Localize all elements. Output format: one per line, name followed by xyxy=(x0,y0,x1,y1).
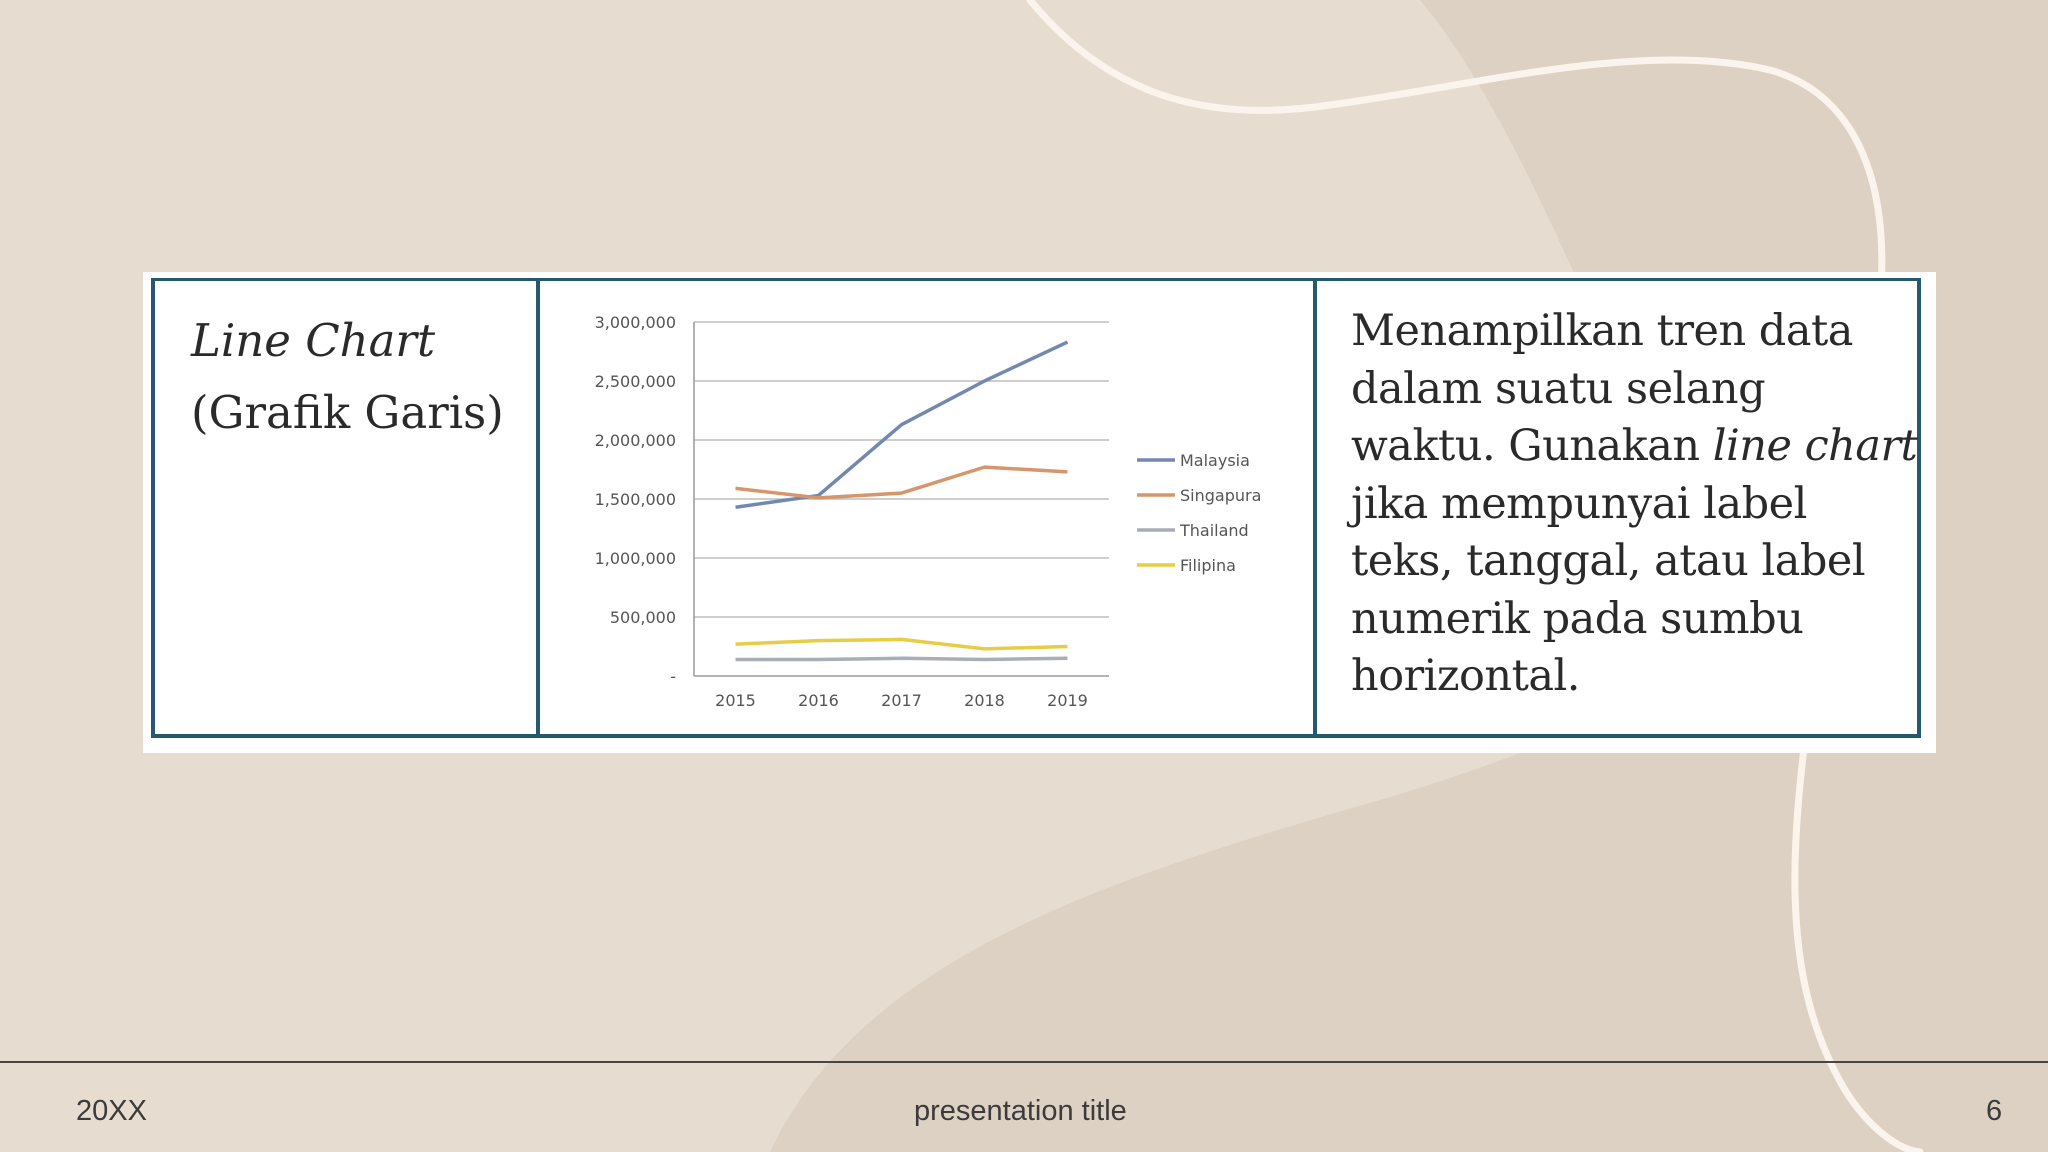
y-tick-label: 1,500,000 xyxy=(594,490,676,509)
series-line-singapura xyxy=(736,467,1068,498)
term-translation: (Grafik Garis) xyxy=(191,386,504,439)
x-tick-label: 2017 xyxy=(881,691,922,710)
legend-label: Thailand xyxy=(1180,521,1249,540)
description-text: Menampilkan tren data dalam suatu selang waktu. Gunakan xyxy=(1351,306,1853,471)
x-tick-label: 2019 xyxy=(1047,691,1088,710)
footer-presentation-title: presentation title xyxy=(914,1095,1127,1127)
column-divider-2 xyxy=(1313,281,1317,734)
legend-label: Singapura xyxy=(1180,486,1262,505)
line-chart xyxy=(539,300,1279,720)
y-tick-label: 500,000 xyxy=(609,608,676,627)
x-tick-label: 2018 xyxy=(964,691,1005,710)
term-title: Line Chart xyxy=(191,314,436,367)
footer-page-number: 6 xyxy=(1986,1095,2003,1127)
x-tick-label: 2016 xyxy=(798,691,839,710)
x-tick-label: 2015 xyxy=(715,691,756,710)
y-tick-label: 1,000,000 xyxy=(594,549,676,568)
y-tick-label: 2,500,000 xyxy=(594,372,676,391)
y-tick-label: - xyxy=(670,667,676,686)
footer-divider xyxy=(0,1061,2048,1063)
series-line-thailand xyxy=(736,658,1068,659)
series-line-filipina xyxy=(736,639,1068,648)
term-cell xyxy=(191,305,531,449)
y-tick-label: 2,000,000 xyxy=(594,431,676,450)
footer-year: 20XX xyxy=(76,1095,147,1127)
y-tick-label: 3,000,000 xyxy=(594,313,676,332)
description-cell xyxy=(1351,303,1921,706)
description-italic-text: line chart xyxy=(1712,421,1918,471)
legend-label: Filipina xyxy=(1180,556,1236,575)
description-text: jika mempunyai label teks, tanggal, atau label numerik pada sumbu horizontal. xyxy=(1351,478,1866,701)
legend-label: Malaysia xyxy=(1180,451,1250,470)
series-line-malaysia xyxy=(736,342,1068,507)
